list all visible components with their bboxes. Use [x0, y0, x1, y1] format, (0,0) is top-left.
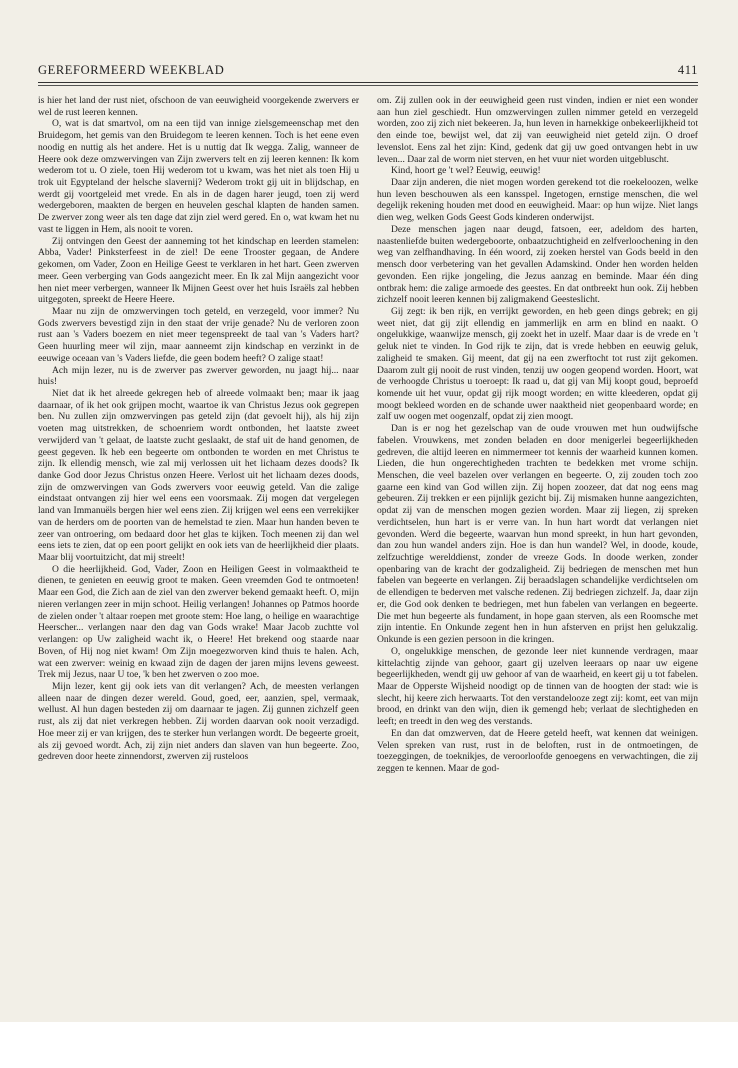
paragraph: is hier het land der rust niet, ofschoon de van eeuwigheid voorgekende zwervers er wel de rust leeren kennen. [38, 95, 359, 118]
paragraph: O, ongelukkige menschen, de gezonde leer niet kunnende verdragen, maar kittelachtig zijnde van gehoor, gaart gij uzelven leeraars op naar uw eigene begeerlijkheden, wendt gij uw gehoor af van de waarheid, en keert gij u tot fabelen. Maar de Opperste Wijsheid noodigt op de tinnen van de hoogten der stad: wie is slecht, hij keere zich herwaarts. Tot den verstandelooze zegt zij: komt, eet van mijn brood, en drinkt van den wijn, dien ik gemengd heb; verlaat de slechtigheden en leeft; en treedt in den weg des verstands. [377, 645, 698, 728]
paragraph: Mijn lezer, kent gij ook iets van dit verlangen? Ach, de meesten verlangen alleen naar de dingen dezer wereld. Goud, goed, eer, aanzien, spel, vermaak, wellust. Al hun dagen besteden zij om daarnaar te jagen. Zij gunnen zichzelf geen rust, als zij dat niet verkregen hebben. Zij worden daarvan ook nooit verzadigd. Hoe meer zij er van krijgen, des te sterker hun verlangen wordt. De begeerte groeit, als zij gevoed wordt. Ach, zij zijn niet anders dan slaven van hun begeerte. Zoo, gedreven door heete zinnendorst, zwerven zij rusteloos [38, 680, 359, 763]
paragraph: Gij zegt: ik ben rijk, en verrijkt geworden, en heb geen dings gebrek; en gij weet niet, dat gij zijt ellendig en jammerlijk en arm en blind en naakt. O ongelukkige, waanwijze mensch, gij zoekt het in uzelf. Maar daar is de vrede en 't geluk niet te vinden. In God rijk te zijn, dat is vrede hebben en eeuwig geluk, zaligheid te smaken. Gij meent, dat gij na een zwerftocht tot rust zijt gekomen. Daarom zult gij nooit de rust vinden, tenzij uw oogen geopend worden. Hoort, wat de verhoogde Christus u toeroept: Ik raad u, dat gij van Mij koopt goud, beproefd komende uit het vuur, opdat gij rijk moogt worden; en witte kleederen, opdat gij moogt bekleed worden en de schande uwer naaktheid niet geopenbaard worde; en zalf uw oogen met oogenzalf, opdat zij zien moogt. [377, 305, 698, 423]
paragraph: Ach mijn lezer, nu is de zwerver pas zwerver geworden, nu jaagt hij... naar huis! [38, 364, 359, 388]
paragraph: Daar zijn anderen, die niet mogen worden gerekend tot die roekeloozen, welke hun leven beschouwen als een kansspel. Ingetogen, ernstige menschen, die wel degelijk rekening houden met dood en eeuwigheid. Maar: op hun wijze. Niet langs dien weg, welken Gods Geest Gods kinderen onderwijst. [377, 177, 698, 224]
header-rule-thin [38, 85, 698, 86]
paragraph: O, wat is dat smartvol, om na een tijd van innige zielsgemeenschap met den Bruidegom, het gemis van den Bruidegom te leeren kennen. Toch is het eene even noodig en nuttig als het andere. Het is u nuttig dat Ik wegga. Zalig, wanneer de Heere ook deze omzwervingen van Zijn zwervers telt en zij leeren kennen: Ik kom wederom tot u. O ziele, toen Hij wederom tot u kwam, was het niet als toen Hij u trok uit Egypteland der helsche slavernij? Wederom trokt gij uit in blijdschap, en werdt gij voortgeleid met vrede. En als in de dagen harer jeugd, toen zij werd wedergeboren, maakten de bergen en heuvelen geschal klapten de handen samen. De zwerver zong weer als ten dage dat zijn ziel werd gered. En o, wat kwam het nu vast te liggen in Hem, als nooit te voren. [38, 118, 359, 235]
page-number: 411 [677, 63, 698, 77]
page-header [38, 58, 698, 78]
bottom-margin [0, 1022, 738, 1068]
left-column [38, 95, 359, 1015]
right-column [377, 95, 698, 1015]
paragraph: Maar nu zijn de omzwervingen toch geteld, en verzegeld, voor immer? Nu Gods zwervers bevestigd zijn in den staat der vrije genade? Nu de verloren zoon rust aan 's Vaders boezem en niet meer tegenspreekt de taal van 's Vaders hart? Geen huurling meer wil zijn, maar aanneemt zijn kindschap en verzinkt in de eeuwige oceaan van 's Vaders liefde, die geen bodem heeft? O zalige staat! [38, 305, 359, 364]
publication-title: GEREFORMEERD WEEKBLAD [38, 63, 225, 77]
paragraph: Niet dat ik het alreede gekregen heb of alreede volmaakt ben; maar ik jaag daarnaar, of ik het ook grijpen mocht, waartoe ik van Christus Jezus ook gegrepen ben. Nu zullen zijn omzwervingen pas geteld zijn (dat gevoelt hij), als hij zijn voeten mag uitstrekken, de schoenriem wordt ontbonden, het laatste zweet verwijderd van 't gelaat, de laatste zucht geslaakt, de staf uit de hand genomen, de geest gegeven. Ik heb een begeerte om ontbonden te worden en met Christus te zijn. Ik ellendig mensch, wie zal mij verlossen uit het lichaam dezes doods? Ik danke God door Jezus Christus onzen Heere. Verlost uit het lichaam dezes doods, zijn de omzwervingen van Gods zwervers voor eeuwig geteld. Van die zalige eindstaat ontvangen zij hier wel eens een voorsmaak. Zij mogen dat vergelegen land van Immanuëls bergen hier wel eens zien. Zij krijgen wel eens een verrekijker van de herders om de poorten van de hemelstad te zien. Maar hun handen beven te zeer van ontroering, om bedaard door het glas te kijken. Toch meenen zij dan wel eens iets te zien, dat op een poort gelijkt en ook iets van de heerlijkheid dier plaats. Maar blij voortuitzicht, dat mij streelt! [38, 387, 359, 564]
paragraph: Kind, hoort ge 't wel? Eeuwig, eeuwig! [391, 165, 541, 177]
paragraph: Deze menschen jagen naar deugd, fatsoen, eer, adeldom des harten, naastenliefde buiten wedergeboorte, onbaatzuchtigheid en zelfverloochening in den weg van zelfhandhaving. In één woord, zij zoeken herstel van Gods beeld in den mensch door verbetering van het gevallen Adamskind. Onder hen worden helden gevonden. Een rijke jongeling, die Jezus aanzag en beminde. Maar één ding ontbrak hem: die zalige armoede des geestes. En dat ontbreekt hun ook. Zij hebben zichzelf nooit leeren kennen bij zaligmakend Geesteslicht. [377, 223, 698, 306]
paragraph: Dan is er nog het gezelschap van de oude vrouwen met hun oudwijfsche fabelen. Vrouwkens, met zonden beladen en door menigerlei begeerlijkheden gedreven, die altijd leeren en nimmermeer tot kennis der waarheid kunnen komen. Lieden, die hun ongerechtigheden trachten te bedekken met vrome schijn. Menschen, die veel bazelen over verlangen en begeerte. O, zij zouden toch zoo gaarne een kind van God willen zijn. Zij hopen zoozeer, dat dat nog eens mag gebeuren. Zij trekken er een pijnlijk gezicht bij. Zij mismaken hunne aangezichten, opdat zij van de menschen mogen gezien worden. Maar zij liegen, zij spreken verdichtselen, hun hart is er verre van. In hun hart wordt dat verlangen niet gevonden. Werd die begeerte, waarvan hun mond spreekt, in hun hart gevonden, dan zou hun wandel anders zijn. Hoe is dan hun wandel? Wel, in doode, koude, zelfzuchtige werelddienst, zonder de vreeze Gods. In doode werken, zonder openbaring van de kracht der godzaligheid. Zij bedriegen de menschen met hun fabelen van begeerte en verlangen. Zij beraadslagen schandelijke verdichtselen om de ellendigen te bederven met valsche redenen. Zij bedriegen zichzelf. Ja, daar zijn er, die God ook denken te bedriegen, met hun fabelen van verlangen en begeerte. Die met hun begeerte als fundament, in hope gaan sterven, als een Roomsche met zijn intentie. En Onkunde zegent hen in hun afsterven en prijst hen gelukzalig. Onkunde is een gezien persoon in die kringen. [377, 423, 698, 646]
header-rule-thick [38, 82, 698, 83]
paragraph: O die heerlijkheid. God, Vader, Zoon en Heiligen Geest in volmaaktheid te dienen, te genieten en eeuwig groot te maken. Geen vreemden God te ontmoeten! Maar een God, die Zich aan de ziel van den zwerver bekend gemaakt heeft. O, mijn nieren verlangen zeer in mijn schoot. Heilig verlangen! Johannes op Patmos hoorde de zielen onder 't altaar roepen met groote stem: Hoe lang, o heilige en waarachtige Heerscher... verlangen naar den dag van Gods wrake! Maar Jacob zuchtte vol verlangen: op Uw zaligheid wacht ik, o Heere! Het brekend oog staarde naar Boven, of Hij nog niet kwam! Om Zijn moegezworven kind thuis te halen. Ach, wat een zwerver: weinig en kwaad zijn de dagen der jaren mijns levens geweest. Trek mij Jezus, naar U toe, 'k ben het zwerven o zoo moe. [38, 563, 359, 681]
paragraph: En dan dat omzwerven, dat de Heere geteld heeft, wat kennen dat weinigen. Velen spreken van rust, rust in de beloften, rust in de ontmoetingen, de toezeggingen, de toeknikjes, de veroorloofde genoegens en verwachtingen, die zij zeggen te kennen. Maar de god- [377, 727, 698, 774]
paragraph: om. Zij zullen ook in der eeuwigheid geen rust vinden, indien er niet een wonder aan hun ziel geschiedt. Hun omzwervingen zullen nimmer geteld en verzegeld worden, zoo zij zich niet bekeeren. Ja, hun leven in harnekkige onbekeerlijkheid tot den einde toe, bewijst wel, dat zij van eeuwigheid niet geteld zijn. O droef levenslot. Eens zal het zijn: Kind, gedenk dat gij uw goed ontvangen hebt in uw leven... Daar zal de worm niet sterven, en het vuur niet worden uitgebluscht. [377, 95, 698, 165]
paragraph: Zij ontvingen den Geest der aanneming tot het kindschap en leerden stamelen: Abba, Vader! Pinksterfeest in de ziel! De eene Trooster gegaan, de Andere gekomen, om Vader, Zoon en Heilige Geest te verklaren in het hart. Geen zwerven meer. Geen verberging van Gods aangezicht meer. En Ik zal Mijn aangezicht voor hen niet meer verbergen, wanneer Ik Mijnen Geest over het huis Israëls zal hebben uitgegoten, spreekt de Heere Heere. [38, 235, 359, 306]
